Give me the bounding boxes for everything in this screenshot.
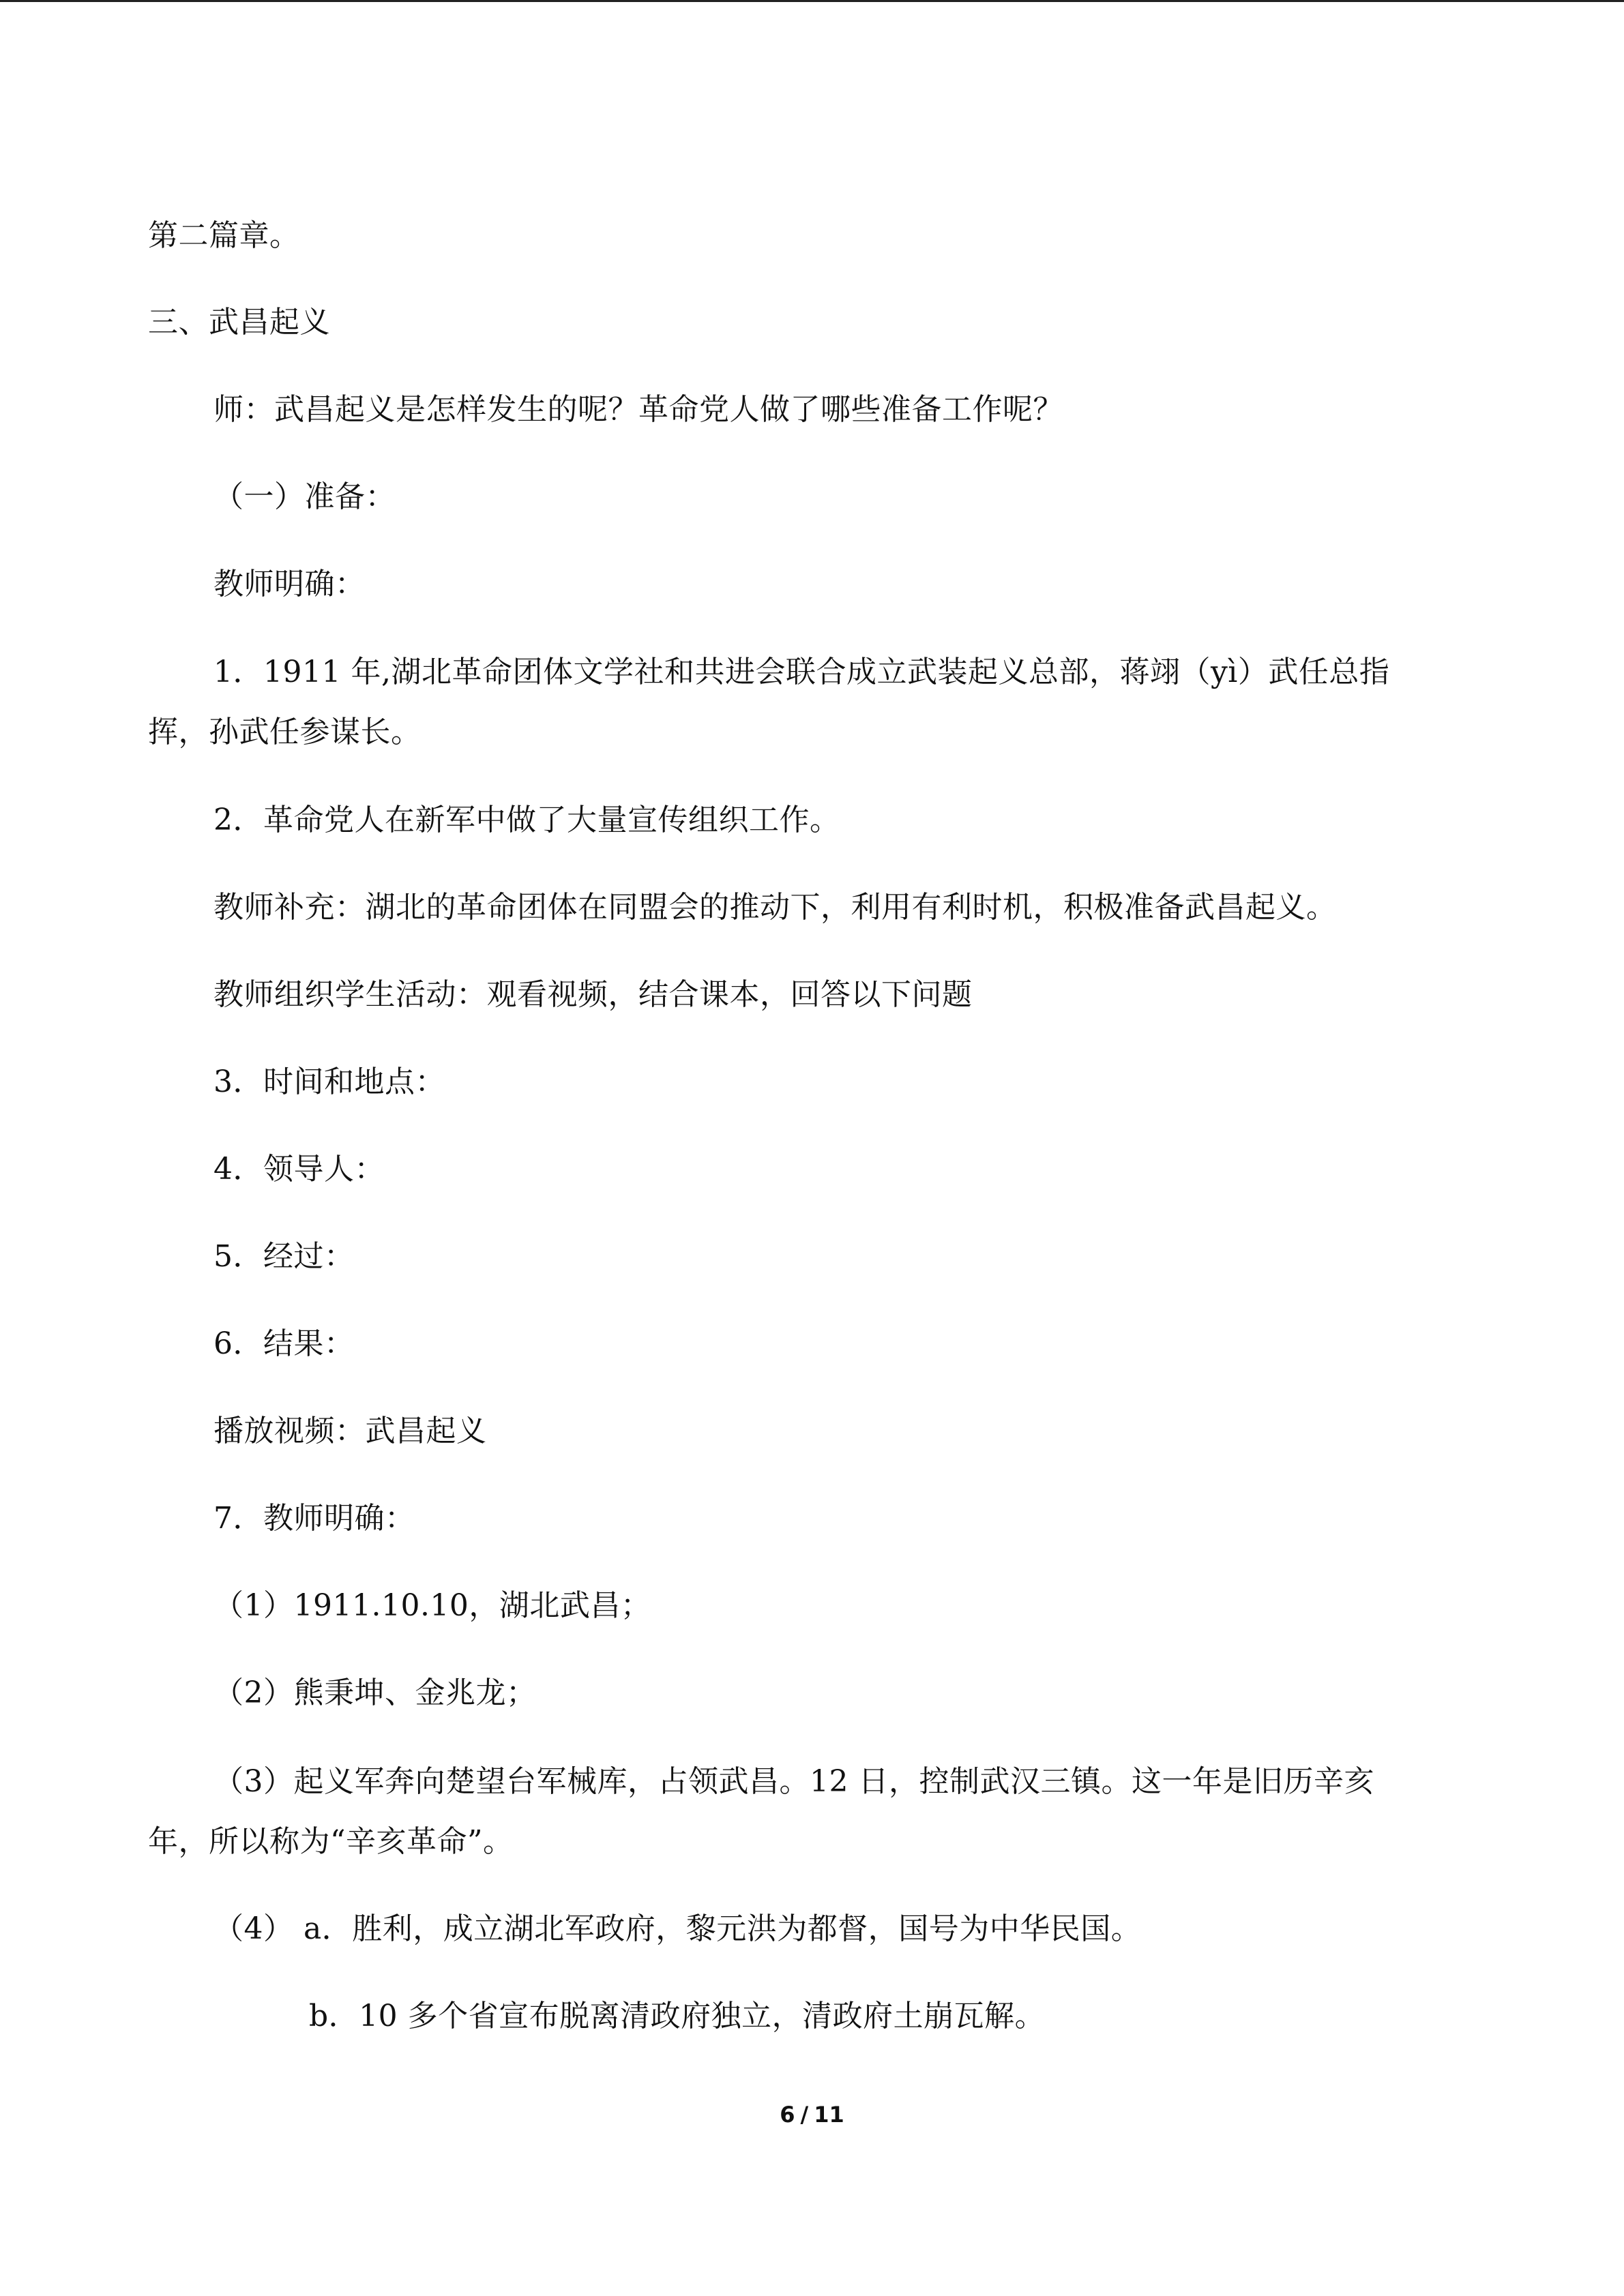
current-page: 6: [780, 2102, 795, 2128]
paragraph-line: 年，所以称为“辛亥革命”。: [148, 1824, 514, 1859]
paragraph-line: 7．教师明确：: [213, 1501, 415, 1536]
paragraph-line: 挥，孙武任参谋长。: [148, 715, 422, 749]
paragraph-line: 第二篇章。: [148, 218, 300, 253]
paragraph-line: 播放视频：武昌起义: [213, 1414, 487, 1448]
paragraph-line: （4） a．胜利，成立湖北军政府，黎元洪为都督，国号为中华民国。: [213, 1911, 1142, 1946]
paragraph-line: （2）熊秉坤、金兆龙；: [213, 1675, 537, 1710]
paragraph-line: 4．领导人：: [213, 1152, 385, 1187]
paragraph-line: 教师组织学生活动：观看视频，结合课本，回答以下问题: [213, 977, 973, 1012]
paragraph-line: （1）1911.10.10，湖北武昌；: [213, 1588, 651, 1623]
paragraph-line: 教师补充：湖北的革命团体在同盟会的推动下，利用有利时机，积极准备武昌起义。: [213, 890, 1337, 925]
paragraph-line: 教师明确：: [213, 567, 366, 601]
section-heading: 三、武昌起义: [148, 305, 330, 340]
paragraph-line: 师：武昌起义是怎样发生的呢？革命党人做了哪些准备工作呢？: [213, 392, 1063, 427]
paragraph-line: 3．时间和地点：: [213, 1064, 445, 1099]
paragraph-line: （一）准备：: [213, 479, 396, 514]
paragraph-line: 5．经过：: [213, 1239, 355, 1274]
page-separator: /: [800, 2102, 809, 2128]
paragraph-line: b．10 多个省宣布脱离清政府独立，清政府土崩瓦解。: [309, 1999, 1046, 2033]
paragraph-line: 6．结果：: [213, 1326, 355, 1361]
page-number: [0, 2101, 1624, 2128]
paragraph-line: （3）起义军奔向楚望台军械库，占领武昌。12 日，控制武汉三镇。这一年是旧历辛亥: [213, 1764, 1374, 1799]
paragraph-line: 1．1911 年,湖北革命团体文学社和共进会联合成立武装起义总部，蒋翊（yì）武任总指: [213, 655, 1390, 689]
total-pages: 11: [814, 2102, 844, 2128]
paragraph-line: 2．革命党人在新军中做了大量宣传组织工作。: [213, 803, 840, 837]
